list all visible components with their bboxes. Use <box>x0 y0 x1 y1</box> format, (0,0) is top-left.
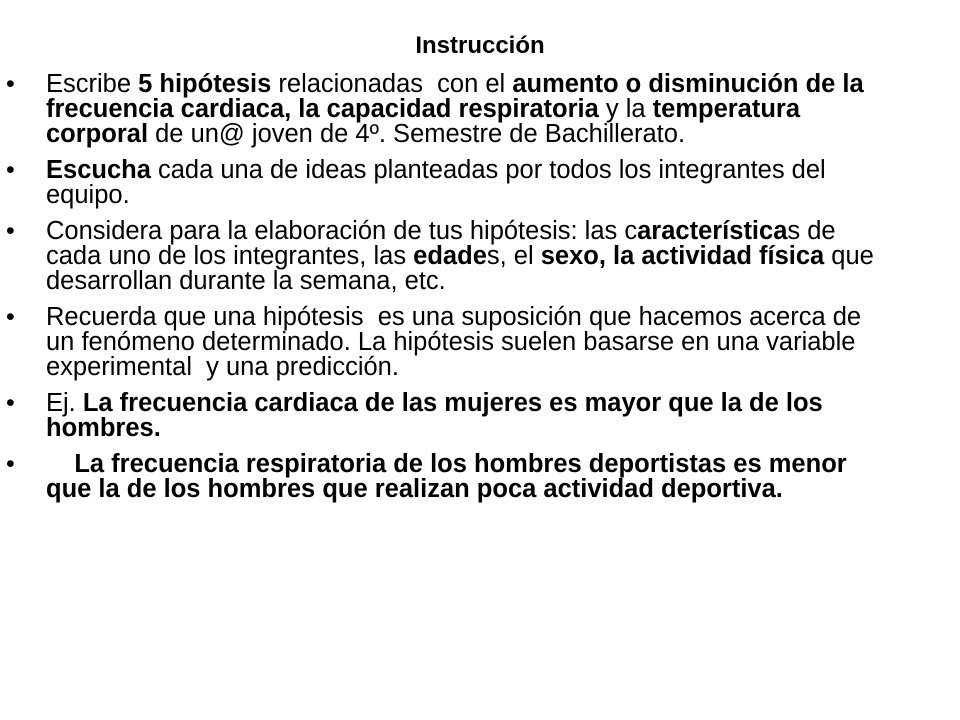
bullet-marker: • <box>6 389 15 417</box>
bullet-text <box>46 305 890 380</box>
bold-text-run: temperatura corporal <box>46 95 808 148</box>
bullet-marker: • <box>6 156 15 184</box>
bold-text-run: sexo, la actividad física <box>540 242 825 270</box>
bullet-item <box>0 391 890 441</box>
bold-text-run: aracterística <box>637 217 788 245</box>
text-run: Considera para la elaboración de tus hipótesis: las c <box>46 217 638 245</box>
text-run: s de cada uno de los integrantes, las <box>46 217 843 270</box>
text-run: que desarrollan durante la semana, etc. <box>46 242 881 295</box>
text-run: Ej. <box>46 389 83 417</box>
bold-text-run: 5 hipótesis <box>138 70 272 98</box>
text-run: y la <box>598 95 653 123</box>
bullet-text <box>46 391 890 441</box>
bullet-list <box>0 72 960 513</box>
text-run: cada una de ideas planteadas por todos los integrantes del equipo. <box>46 156 833 209</box>
bullet-item <box>0 305 890 380</box>
text-run: s, el <box>486 242 541 270</box>
bullet-item <box>0 158 890 208</box>
bullet-marker: • <box>6 303 15 331</box>
bold-text-run: edade <box>413 242 487 270</box>
bullet-marker: • <box>6 70 15 98</box>
slide-title: Instrucción <box>415 32 545 59</box>
bullet-text <box>46 219 890 294</box>
bullet-text <box>46 72 890 147</box>
text-run: relacionadas con el <box>271 70 513 98</box>
bullet-item <box>0 452 890 502</box>
bullet-item <box>0 72 890 147</box>
bullet-marker: • <box>6 217 15 245</box>
bullet-marker: • <box>6 450 15 478</box>
bold-text-run: Escucha <box>46 156 151 184</box>
text-run: Escribe <box>46 70 139 98</box>
text-run: Recuerda que una hipótesis es una suposición que hacemos acerca de un fenómeno determinado. La hipótesis suelen basarse en una variable experimental y una predicción. <box>46 303 869 381</box>
bold-text-run: aumento o disminución de la frecuencia cardiaca, la capacidad respiratoria <box>46 70 871 123</box>
bullet-text <box>46 158 890 208</box>
bold-text-run: La frecuencia cardiaca de las mujeres es mayor que la de los hombres. <box>46 389 830 442</box>
bullet-text <box>46 452 890 502</box>
bullet-item <box>0 219 890 294</box>
bold-text-run: La frecuencia respiratoria de los hombres deportistas es menor que la de los hombres que realizan poca actividad deportiva. <box>46 450 854 503</box>
text-run: de un@ joven de 4º. Semestre de Bachillerato. <box>148 120 686 148</box>
